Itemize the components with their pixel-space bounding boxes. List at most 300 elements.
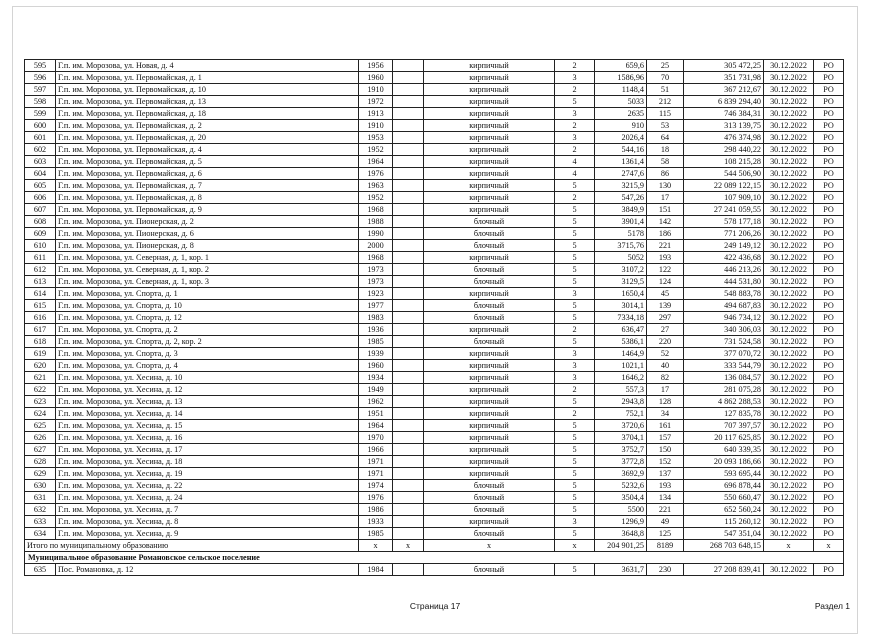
cost-cell: 652 560,24	[684, 504, 764, 516]
empty-cell	[393, 468, 424, 480]
cost-cell: 108 215,28	[684, 156, 764, 168]
program-cell: РО	[814, 240, 844, 252]
wall-material-cell: блочный	[424, 276, 555, 288]
residents-cell: 45	[647, 288, 684, 300]
table-row	[25, 396, 844, 408]
address-cell: Г.п. им. Морозова, ул. Первомайская, д. 9	[56, 204, 359, 216]
table-row	[25, 72, 844, 84]
cost-cell: 351 731,98	[684, 72, 764, 84]
row-number: 618	[25, 336, 56, 348]
year-cell: 1974	[359, 480, 393, 492]
date-cell: 30.12.2022	[764, 144, 814, 156]
cost-cell: 22 089 122,15	[684, 180, 764, 192]
address-cell: Г.п. им. Морозова, ул. Пионерская, д. 2	[56, 216, 359, 228]
empty-cell	[393, 252, 424, 264]
empty-cell	[393, 360, 424, 372]
table-row	[25, 372, 844, 384]
wall-material-cell: кирпичный	[424, 516, 555, 528]
program-cell: РО	[814, 216, 844, 228]
address-cell: Г.п. им. Морозова, ул. Первомайская, д. 13	[56, 96, 359, 108]
floors-cell: 2	[555, 120, 595, 132]
year-cell: 1960	[359, 72, 393, 84]
wall-material-cell: кирпичный	[424, 360, 555, 372]
program-cell: РО	[814, 192, 844, 204]
table-row	[25, 468, 844, 480]
table-row	[25, 480, 844, 492]
year-cell: 1977	[359, 300, 393, 312]
floors-cell: 5	[555, 264, 595, 276]
year-cell: 1972	[359, 96, 393, 108]
floors-cell: 2	[555, 192, 595, 204]
floors-cell: 2	[555, 144, 595, 156]
year-cell: 1971	[359, 456, 393, 468]
date-cell: 30.12.2022	[764, 432, 814, 444]
cost-cell: 340 306,03	[684, 324, 764, 336]
wall-material-cell: кирпичный	[424, 192, 555, 204]
wall-material-cell: кирпичный	[424, 168, 555, 180]
table-row	[25, 348, 844, 360]
floors-cell: 5	[555, 276, 595, 288]
address-cell: Г.п. им. Морозова, ул. Первомайская, д. 7	[56, 180, 359, 192]
residents-cell: 25	[647, 60, 684, 72]
program-cell: РО	[814, 564, 844, 576]
year-cell: 1949	[359, 384, 393, 396]
floors-cell: 3	[555, 372, 595, 384]
total-area: 204 901,25	[595, 540, 647, 552]
empty-cell	[393, 72, 424, 84]
wall-material-cell: блочный	[424, 300, 555, 312]
table-row	[25, 360, 844, 372]
cost-cell: 4 862 288,53	[684, 396, 764, 408]
date-cell: 30.12.2022	[764, 108, 814, 120]
area-cell: 1464,9	[595, 348, 647, 360]
date-cell: 30.12.2022	[764, 300, 814, 312]
table-row	[25, 216, 844, 228]
page-number: Страница 17	[409, 601, 461, 611]
program-cell: РО	[814, 288, 844, 300]
address-cell: Г.п. им. Морозова, ул. Хесина, д. 22	[56, 480, 359, 492]
empty-cell	[393, 216, 424, 228]
date-cell: 30.12.2022	[764, 516, 814, 528]
year-cell: 1962	[359, 396, 393, 408]
section-label: Раздел 1	[814, 601, 850, 611]
area-cell: 5033	[595, 96, 647, 108]
wall-material-cell: кирпичный	[424, 180, 555, 192]
table-row	[25, 444, 844, 456]
date-cell: 30.12.2022	[764, 336, 814, 348]
address-cell: Г.п. им. Морозова, ул. Хесина, д. 19	[56, 468, 359, 480]
empty-cell	[393, 168, 424, 180]
empty-cell	[393, 120, 424, 132]
area-cell: 3631,7	[595, 564, 647, 576]
empty-cell	[393, 132, 424, 144]
empty-cell	[393, 504, 424, 516]
floors-cell: 5	[555, 228, 595, 240]
program-cell: РО	[814, 360, 844, 372]
housing-register-table	[24, 59, 844, 576]
empty-cell	[393, 372, 424, 384]
table-row	[25, 240, 844, 252]
program-cell: РО	[814, 492, 844, 504]
total-date: x	[764, 540, 814, 552]
row-number: 630	[25, 480, 56, 492]
table-row	[25, 180, 844, 192]
table-row	[25, 336, 844, 348]
address-cell: Г.п. им. Морозова, ул. Спорта, д. 3	[56, 348, 359, 360]
area-cell: 2026,4	[595, 132, 647, 144]
program-cell: РО	[814, 120, 844, 132]
year-cell: 1936	[359, 324, 393, 336]
floors-cell: 5	[555, 468, 595, 480]
wall-material-cell: кирпичный	[424, 84, 555, 96]
total-program: x	[814, 540, 844, 552]
floors-cell: 3	[555, 288, 595, 300]
empty-cell	[393, 480, 424, 492]
program-cell: РО	[814, 156, 844, 168]
area-cell: 1646,2	[595, 372, 647, 384]
area-cell: 3715,76	[595, 240, 647, 252]
residents-cell: 64	[647, 132, 684, 144]
wall-material-cell: блочный	[424, 504, 555, 516]
row-number: 608	[25, 216, 56, 228]
cost-cell: 578 177,18	[684, 216, 764, 228]
cost-cell: 550 660,47	[684, 492, 764, 504]
cost-cell: 107 909,10	[684, 192, 764, 204]
table-row	[25, 564, 844, 576]
residents-cell: 134	[647, 492, 684, 504]
date-cell: 30.12.2022	[764, 444, 814, 456]
area-cell: 3772,8	[595, 456, 647, 468]
year-cell: 1939	[359, 348, 393, 360]
wall-material-cell: кирпичный	[424, 444, 555, 456]
cost-cell: 127 835,78	[684, 408, 764, 420]
cost-cell: 640 339,35	[684, 444, 764, 456]
residents-cell: 220	[647, 336, 684, 348]
year-cell: 1956	[359, 60, 393, 72]
floors-cell: 3	[555, 108, 595, 120]
address-cell: Г.п. им. Морозова, ул. Спорта, д. 12	[56, 312, 359, 324]
address-cell: Г.п. им. Морозова, ул. Спорта, д. 2, кор. 2	[56, 336, 359, 348]
address-cell: Г.п. им. Морозова, ул. Спорта, д. 4	[56, 360, 359, 372]
row-number: 625	[25, 420, 56, 432]
wall-material-cell: кирпичный	[424, 252, 555, 264]
section-title: Муниципальное образование Романовское сельское поселение	[25, 552, 844, 564]
date-cell: 30.12.2022	[764, 408, 814, 420]
floors-cell: 5	[555, 480, 595, 492]
program-cell: РО	[814, 516, 844, 528]
residents-cell: 297	[647, 312, 684, 324]
program-cell: РО	[814, 480, 844, 492]
cost-cell: 494 687,83	[684, 300, 764, 312]
program-cell: РО	[814, 312, 844, 324]
program-cell: РО	[814, 84, 844, 96]
program-cell: РО	[814, 96, 844, 108]
date-cell: 30.12.2022	[764, 276, 814, 288]
cost-cell: 27 241 059,55	[684, 204, 764, 216]
residents-cell: 17	[647, 192, 684, 204]
residents-cell: 186	[647, 228, 684, 240]
cost-cell: 115 260,12	[684, 516, 764, 528]
date-cell: 30.12.2022	[764, 120, 814, 132]
year-cell: 1985	[359, 336, 393, 348]
empty-cell	[393, 528, 424, 540]
date-cell: 30.12.2022	[764, 288, 814, 300]
floors-cell: 3	[555, 72, 595, 84]
area-cell: 7334,18	[595, 312, 647, 324]
address-cell: Г.п. им. Морозова, ул. Хесина, д. 8	[56, 516, 359, 528]
total-label: Итого по муниципальному образованию	[25, 540, 359, 552]
empty-cell	[393, 276, 424, 288]
address-cell: Г.п. им. Морозова, ул. Хесина, д. 10	[56, 372, 359, 384]
date-cell: 30.12.2022	[764, 252, 814, 264]
residents-cell: 230	[647, 564, 684, 576]
residents-cell: 151	[647, 204, 684, 216]
row-number: 611	[25, 252, 56, 264]
wall-material-cell: блочный	[424, 216, 555, 228]
empty-cell	[393, 96, 424, 108]
residents-cell: 130	[647, 180, 684, 192]
table-row	[25, 408, 844, 420]
year-cell: 1988	[359, 216, 393, 228]
date-cell: 30.12.2022	[764, 480, 814, 492]
wall-material-cell: кирпичный	[424, 288, 555, 300]
floors-cell: 5	[555, 336, 595, 348]
area-cell: 3014,1	[595, 300, 647, 312]
cost-cell: 249 149,12	[684, 240, 764, 252]
program-cell: РО	[814, 204, 844, 216]
program-cell: РО	[814, 504, 844, 516]
address-cell: Г.п. им. Морозова, ул. Хесина, д. 24	[56, 492, 359, 504]
row-number: 607	[25, 204, 56, 216]
empty-cell	[393, 336, 424, 348]
date-cell: 30.12.2022	[764, 240, 814, 252]
residents-cell: 152	[647, 456, 684, 468]
table-row	[25, 276, 844, 288]
area-cell: 547,26	[595, 192, 647, 204]
area-cell: 3692,9	[595, 468, 647, 480]
empty-cell	[393, 408, 424, 420]
wall-material-cell: кирпичный	[424, 408, 555, 420]
empty-cell	[393, 300, 424, 312]
year-cell: 1976	[359, 168, 393, 180]
program-cell: РО	[814, 456, 844, 468]
table-row	[25, 432, 844, 444]
floors-cell: 5	[555, 396, 595, 408]
residents-cell: 142	[647, 216, 684, 228]
address-cell: Г.п. им. Морозова, ул. Северная, д. 1, кор. 1	[56, 252, 359, 264]
row-number: 632	[25, 504, 56, 516]
wall-material-cell: блочный	[424, 228, 555, 240]
empty-cell	[393, 192, 424, 204]
area-cell: 1586,96	[595, 72, 647, 84]
date-cell: 30.12.2022	[764, 228, 814, 240]
floors-cell: 5	[555, 492, 595, 504]
address-cell: Г.п. им. Морозова, ул. Первомайская, д. 10	[56, 84, 359, 96]
table-row	[25, 264, 844, 276]
address-cell: Г.п. им. Морозова, ул. Первомайская, д. 8	[56, 192, 359, 204]
floors-cell: 5	[555, 96, 595, 108]
area-cell: 3648,8	[595, 528, 647, 540]
area-cell: 3107,2	[595, 264, 647, 276]
table-row	[25, 228, 844, 240]
floors-cell: 2	[555, 60, 595, 72]
date-cell: 30.12.2022	[764, 96, 814, 108]
program-cell: РО	[814, 72, 844, 84]
year-cell: 1990	[359, 228, 393, 240]
floors-cell: 2	[555, 84, 595, 96]
floors-cell: 5	[555, 432, 595, 444]
date-cell: 30.12.2022	[764, 204, 814, 216]
empty-cell	[393, 516, 424, 528]
total-blank: x	[393, 540, 424, 552]
cost-cell: 771 206,26	[684, 228, 764, 240]
residents-cell: 128	[647, 396, 684, 408]
wall-material-cell: кирпичный	[424, 156, 555, 168]
residents-cell: 139	[647, 300, 684, 312]
program-cell: РО	[814, 444, 844, 456]
empty-cell	[393, 60, 424, 72]
program-cell: РО	[814, 336, 844, 348]
empty-cell	[393, 492, 424, 504]
year-cell: 2000	[359, 240, 393, 252]
table-row	[25, 120, 844, 132]
row-number: 595	[25, 60, 56, 72]
empty-cell	[393, 228, 424, 240]
wall-material-cell: кирпичный	[424, 420, 555, 432]
year-cell: 1966	[359, 444, 393, 456]
row-number: 613	[25, 276, 56, 288]
program-cell: РО	[814, 372, 844, 384]
table-row	[25, 84, 844, 96]
empty-cell	[393, 108, 424, 120]
row-number: 615	[25, 300, 56, 312]
address-cell: Г.п. им. Морозова, ул. Первомайская, д. 2	[56, 120, 359, 132]
table-row	[25, 252, 844, 264]
wall-material-cell: блочный	[424, 492, 555, 504]
program-cell: РО	[814, 252, 844, 264]
table-row	[25, 168, 844, 180]
date-cell: 30.12.2022	[764, 192, 814, 204]
address-cell: Г.п. им. Морозова, ул. Хесина, д. 14	[56, 408, 359, 420]
table-row	[25, 144, 844, 156]
wall-material-cell: кирпичный	[424, 72, 555, 84]
cost-cell: 444 531,80	[684, 276, 764, 288]
address-cell: Г.п. им. Морозова, ул. Спорта, д. 1	[56, 288, 359, 300]
row-number: 597	[25, 84, 56, 96]
year-cell: 1973	[359, 276, 393, 288]
row-number: 628	[25, 456, 56, 468]
year-cell: 1983	[359, 312, 393, 324]
cost-cell: 746 384,31	[684, 108, 764, 120]
wall-material-cell: кирпичный	[424, 324, 555, 336]
year-cell: 1968	[359, 252, 393, 264]
date-cell: 30.12.2022	[764, 324, 814, 336]
date-cell: 30.12.2022	[764, 84, 814, 96]
date-cell: 30.12.2022	[764, 312, 814, 324]
empty-cell	[393, 432, 424, 444]
program-cell: РО	[814, 60, 844, 72]
wall-material-cell: кирпичный	[424, 468, 555, 480]
row-number: 620	[25, 360, 56, 372]
area-cell: 752,1	[595, 408, 647, 420]
cost-cell: 476 374,98	[684, 132, 764, 144]
row-number: 631	[25, 492, 56, 504]
table-body	[25, 60, 844, 576]
area-cell: 1148,4	[595, 84, 647, 96]
area-cell: 1650,4	[595, 288, 647, 300]
wall-material-cell: кирпичный	[424, 372, 555, 384]
area-cell: 3504,4	[595, 492, 647, 504]
year-cell: 1985	[359, 528, 393, 540]
row-number: 598	[25, 96, 56, 108]
total-row	[25, 540, 844, 552]
row-number: 606	[25, 192, 56, 204]
address-cell: Г.п. им. Морозова, ул. Хесина, д. 18	[56, 456, 359, 468]
address-cell: Г.п. им. Морозова, ул. Новая, д. 4	[56, 60, 359, 72]
program-cell: РО	[814, 132, 844, 144]
floors-cell: 2	[555, 408, 595, 420]
wall-material-cell: кирпичный	[424, 108, 555, 120]
program-cell: РО	[814, 420, 844, 432]
address-cell: Г.п. им. Морозова, ул. Первомайская, д. 5	[56, 156, 359, 168]
address-cell: Г.п. им. Морозова, ул. Спорта, д. 2	[56, 324, 359, 336]
floors-cell: 3	[555, 360, 595, 372]
table-row	[25, 516, 844, 528]
wall-material-cell: кирпичный	[424, 432, 555, 444]
cost-cell: 446 213,26	[684, 264, 764, 276]
empty-cell	[393, 348, 424, 360]
row-number: 599	[25, 108, 56, 120]
year-cell: 1952	[359, 144, 393, 156]
empty-cell	[393, 456, 424, 468]
empty-cell	[393, 156, 424, 168]
residents-cell: 27	[647, 324, 684, 336]
date-cell: 30.12.2022	[764, 156, 814, 168]
residents-cell: 150	[647, 444, 684, 456]
row-number: 602	[25, 144, 56, 156]
empty-cell	[393, 288, 424, 300]
address-cell: Г.п. им. Морозова, ул. Спорта, д. 10	[56, 300, 359, 312]
cost-cell: 313 139,75	[684, 120, 764, 132]
row-number: 612	[25, 264, 56, 276]
year-cell: 1973	[359, 264, 393, 276]
floors-cell: 5	[555, 204, 595, 216]
wall-material-cell: блочный	[424, 336, 555, 348]
area-cell: 5500	[595, 504, 647, 516]
table-row	[25, 504, 844, 516]
residents-cell: 115	[647, 108, 684, 120]
empty-cell	[393, 420, 424, 432]
cost-cell: 20 093 186,66	[684, 456, 764, 468]
area-cell: 1021,1	[595, 360, 647, 372]
row-number: 633	[25, 516, 56, 528]
date-cell: 30.12.2022	[764, 216, 814, 228]
year-cell: 1934	[359, 372, 393, 384]
row-number: 604	[25, 168, 56, 180]
wall-material-cell: блочный	[424, 264, 555, 276]
area-cell: 910	[595, 120, 647, 132]
table-row	[25, 156, 844, 168]
year-cell: 1964	[359, 420, 393, 432]
total-cost: 268 703 648,15	[684, 540, 764, 552]
residents-cell: 137	[647, 468, 684, 480]
residents-cell: 34	[647, 408, 684, 420]
program-cell: РО	[814, 144, 844, 156]
date-cell: 30.12.2022	[764, 360, 814, 372]
residents-cell: 122	[647, 264, 684, 276]
year-cell: 1923	[359, 288, 393, 300]
year-cell: 1933	[359, 516, 393, 528]
